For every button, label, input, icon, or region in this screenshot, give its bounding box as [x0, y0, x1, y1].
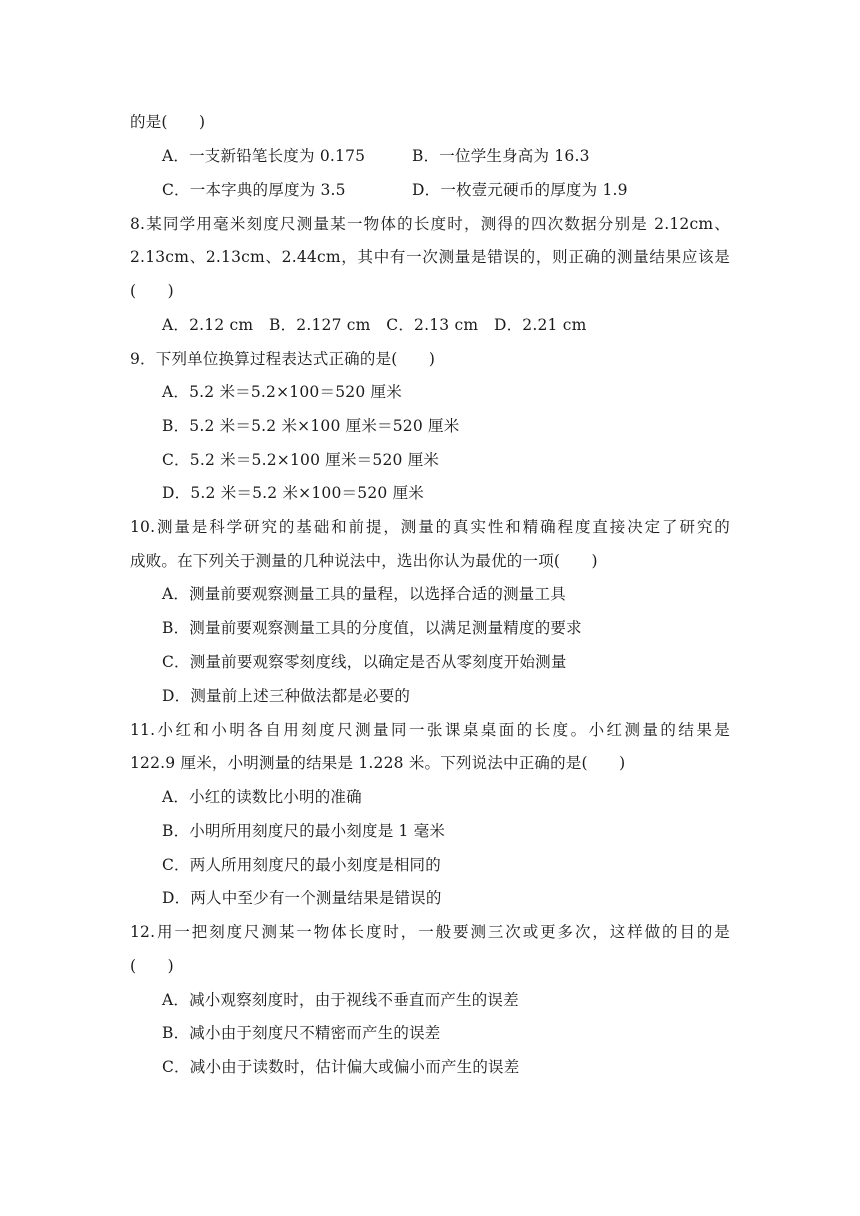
q12-stem-line2: ( ): [130, 957, 174, 975]
q8-stem-line2: 2.13cm、2.13cm、2.44cm，其中有一次测量是错误的，则正确的测量结果应该是: [130, 248, 730, 266]
q11-option-d: D．两人中至少有一个测量结果是错误的: [162, 889, 442, 907]
q9-option-a: A．5.2 米＝5.2×100＝520 厘米: [162, 383, 402, 401]
q10-option-b: B．测量前要观察测量工具的分度值，以满足测量精度的要求: [162, 619, 582, 637]
q12-option-c: C．减小由于读数时，估计偏大或偏小而产生的误差: [162, 1058, 520, 1076]
q8-stem-line1: 8.某同学用毫米刻度尺测量某一物体的长度时，测得的四次数据分别是 2.12cm、: [130, 215, 730, 233]
q7-stem-tail: 的是( ): [130, 113, 206, 131]
q10-stem-line1: 10.测量是科学研究的基础和前提，测量的真实性和精确程度直接决定了研究的: [130, 518, 730, 536]
q9-option-b: B．5.2 米＝5.2 米×100 厘米＝520 厘米: [162, 417, 460, 435]
q12-option-a: A．减小观察刻度时，由于视线不垂直而产生的误差: [162, 991, 519, 1009]
q11-option-c: C．两人所用刻度尺的最小刻度是相同的: [162, 856, 441, 874]
q8-options: A．2.12 cm B．2.127 cm C．2.13 cm D．2.21 cm: [162, 316, 587, 334]
q9-option-d: D．5.2 米＝5.2 米×100＝520 厘米: [162, 484, 424, 502]
q7-option-d: D．一枚壹元硬币的厚度为 1.9: [412, 181, 628, 199]
q10-option-c: C．测量前要观察零刻度线，以确定是否从零刻度开始测量: [162, 653, 567, 671]
q12-stem-line1: 12.用一把刻度尺测某一物体长度时，一般要测三次或更多次，这样做的目的是: [130, 923, 730, 941]
q11-stem-line2: 122.9 厘米，小明测量的结果是 1.228 米。下列说法中正确的是( ): [130, 754, 626, 772]
q11-option-a: A．小红的读数比小明的准确: [162, 788, 362, 806]
q7-option-b: B．一位学生身高为 16.3: [412, 147, 590, 165]
q11-option-b: B．小明所用刻度尺的最小刻度是 1 毫米: [162, 822, 446, 840]
q7-option-a: A．一支新铅笔长度为 0.175: [162, 147, 366, 165]
q11-stem-line1: 11.小红和小明各自用刻度尺测量同一张课桌桌面的长度。小红测量的结果是: [130, 721, 730, 739]
q10-option-d: D．测量前上述三种做法都是必要的: [162, 687, 411, 705]
q12-option-b: B．减小由于刻度尺不精密而产生的误差: [162, 1024, 441, 1042]
q9-stem: 9．下列单位换算过程表达式正确的是( ): [130, 350, 436, 368]
q10-stem-line2: 成败。在下列关于测量的几种说法中，选出你认为最优的一项( ): [130, 552, 598, 570]
q8-stem-line3: ( ): [130, 282, 174, 300]
q9-option-c: C．5.2 米＝5.2×100 厘米＝520 厘米: [162, 451, 440, 469]
q7-option-c: C．一本字典的厚度为 3.5: [162, 181, 346, 199]
q10-option-a: A．测量前要观察测量工具的量程，以选择合适的测量工具: [162, 585, 566, 603]
